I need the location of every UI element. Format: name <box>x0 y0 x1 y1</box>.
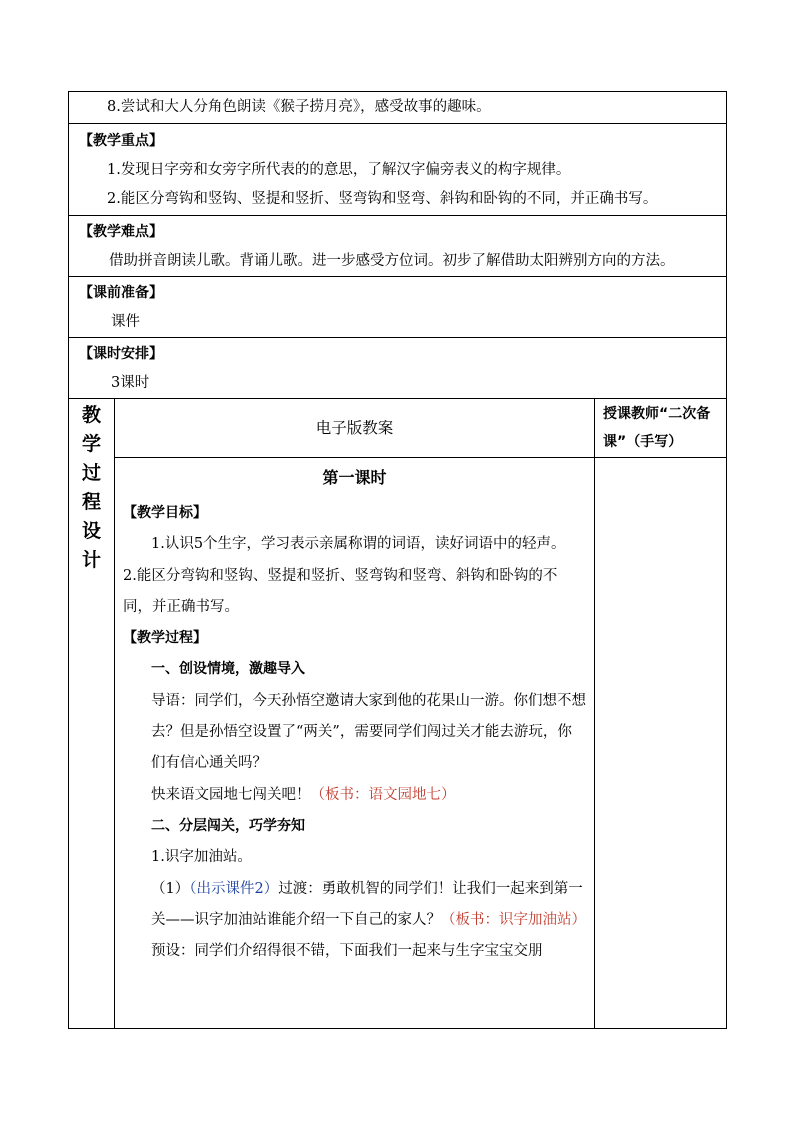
go-paragraph <box>123 780 586 811</box>
intro-paragraph: 导语：同学们，今天孙悟空邀请大家到他的花果山一游。你们想不想去？但是孙悟空设置了“两关”，需要同学们闯过关才能去游玩，你们有信心通关吗？ <box>151 692 586 772</box>
side-char: 计 <box>81 549 101 571</box>
difficulties-header: 【教学难点】 <box>79 224 163 240</box>
lesson-plan-table <box>68 91 727 1029</box>
schedule-text: 3课时 <box>111 375 150 391</box>
lesson-content <box>115 458 594 967</box>
section-1-heading: 一、创设情境，激趣导入 <box>151 661 305 678</box>
key-point-2: 2.能区分弯钩和竖钩、竖提和竖折、竖弯钩和竖弯、斜钩和卧钩的不同，并正确书写。 <box>107 191 658 207</box>
side-char: 学 <box>81 433 101 455</box>
objective-1: 1.认识5个生字，学习表示亲属称谓的词语，读好词语中的轻声。 <box>151 536 566 553</box>
schedule-header: 【课时安排】 <box>79 346 163 362</box>
electronic-plan-header-cell <box>115 399 595 458</box>
difficulties-text: 借助拼音朗读儿歌。背诵儿歌。进一步感受方位词。初步了解借助太阳辨别方向的方法。 <box>109 253 675 269</box>
courseware-note: （出示课件2） <box>189 880 279 897</box>
board-note-2: （板书：识字加油站） <box>441 911 586 928</box>
step-1: 1.识字加油站。 <box>151 849 252 866</box>
goal-8-row <box>69 92 727 124</box>
side-char: 教 <box>81 404 101 426</box>
key-point-1: 1.发现日字旁和女旁字所代表的的意思，了解汉字偏旁表义的构字规律。 <box>107 162 571 178</box>
side-char: 设 <box>81 520 101 542</box>
go-text: 快来语文园地七闯关吧！ <box>151 786 311 803</box>
key-points-section <box>69 124 727 216</box>
preparation-header: 【课前准备】 <box>79 285 163 301</box>
process-design-vertical-text <box>69 399 114 575</box>
transition-text: 过渡：勇敢机智的同学们！让我们一起来到第一关——识字加油站谁能介绍一下自己的家人？ <box>151 880 583 928</box>
goal-8-text: 8.尝试和大人分角色朗读《猴子捞月亮》，感受故事的趣味。 <box>107 99 491 115</box>
lesson-title: 第一课时 <box>322 468 387 487</box>
side-char: 过 <box>81 462 101 484</box>
procedure-header: 【教学过程】 <box>123 630 207 647</box>
schedule-section <box>69 338 727 399</box>
section-2-heading: 二、分层闯关，巧学夯知 <box>151 817 305 834</box>
objective-2: 2.能区分弯钩和竖钩、竖提和竖折、竖弯钩和竖弯、斜钩和卧钩的不同，并正确书写。 <box>123 567 558 615</box>
process-design-label <box>69 399 115 1029</box>
difficulties-section <box>69 216 727 277</box>
teacher-notes-header-cell <box>595 399 727 458</box>
preparation-section <box>69 277 727 338</box>
teacher-notes-cell <box>595 458 727 1029</box>
step-1-1-paragraph <box>123 874 586 937</box>
teacher-notes-header: 授课教师“二次备课”（手写） <box>603 406 711 450</box>
preparation-text: 课件 <box>111 314 140 330</box>
preset-paragraph: 预设：同学们介绍得很不错，下面我们一起来与生字宝宝交朋 <box>151 943 543 960</box>
side-char: 程 <box>81 491 101 513</box>
lesson-plan-document <box>68 91 726 1029</box>
board-note-1: （板书：语文园地七） <box>310 786 456 803</box>
lesson-content-cell <box>115 458 595 1029</box>
electronic-plan-header: 电子版教案 <box>315 419 394 437</box>
step-1-1-number: （1） <box>151 880 190 897</box>
objectives-header: 【教学目标】 <box>123 505 207 521</box>
key-points-header: 【教学重点】 <box>79 133 163 149</box>
